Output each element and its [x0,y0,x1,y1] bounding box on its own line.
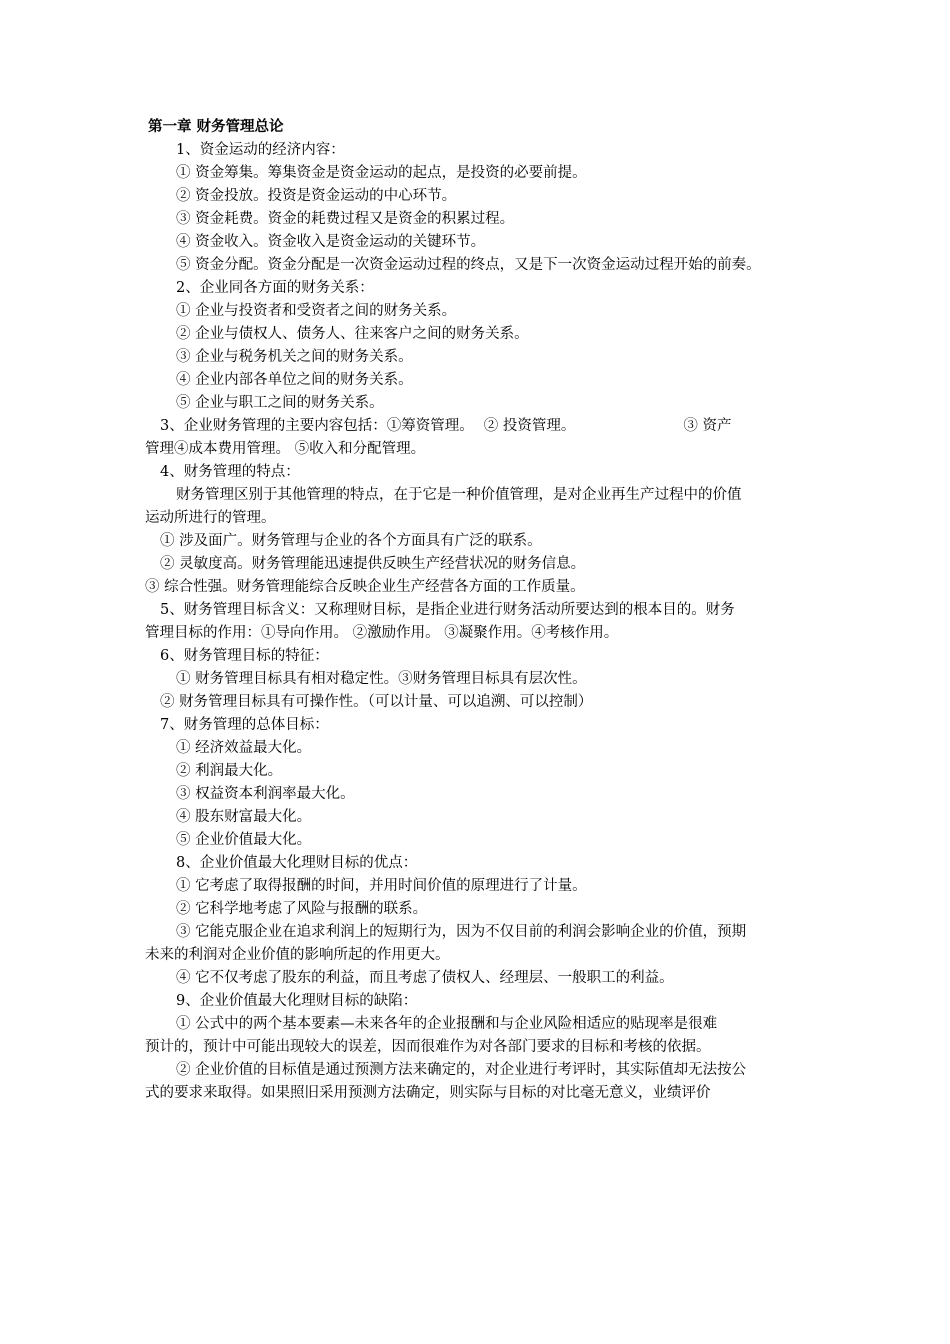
text-line: ② 利润最大化。 [176,763,283,779]
section-1-heading: 1、资金运动的经济内容： [176,142,345,158]
text-line: ③ 企业与税务机关之间的财务关系。 [176,349,413,365]
text-line: 预计的，预计中可能出现较大的误差，因而很难作为对各部门要求的目标和考核的依据。 [145,1039,711,1055]
section-3-part-c: ③ 资产 [683,418,732,434]
text-line: 管理目标的作用：①导向作用。 ②激励作用。 ③凝聚作用。④考核作用。 [145,625,619,641]
text-line: ③ 它能克服企业在追求利润上的短期行为，因为不仅目前的利润会影响企业的价值，预期 [176,924,747,940]
section-3-part-a: 3、企业财务管理的主要内容包括：①筹资管理。 [160,418,474,434]
text-line: ① 它考虑了取得报酬的时间，并用时间价值的原理进行了计量。 [176,878,587,894]
text-line: ③ 资金耗费。资金的耗费过程又是资金的积累过程。 [176,211,515,227]
section-2-heading: 2、企业同各方面的财务关系： [176,280,374,296]
text-line: ⑤ 企业与职工之间的财务关系。 [176,395,384,411]
text-line: ② 财务管理目标具有可操作性。（可以计量、可以追溯、可以控制） [160,694,593,710]
text-line: ⑤ 企业价值最大化。 [176,832,312,848]
text-line: ① 财务管理目标具有相对稳定性。③财务管理目标具有层次性。 [176,671,587,687]
text-line: ② 资金投放。投资是资金运动的中心环节。 [176,188,457,204]
text-line: ① 资金筹集。筹集资金是资金运动的起点，是投资的必要前提。 [176,165,587,181]
text-line: ② 它科学地考虑了风险与报酬的联系。 [176,901,428,917]
section-8-heading: 8、企业价值最大化理财目标的优点： [176,855,418,871]
text-line: 管理④成本费用管理。 ⑤收入和分配管理。 [145,441,426,457]
text-line: ③ 综合性强。财务管理能综合反映企业生产经营各方面的工作质量。 [145,579,585,595]
text-line: ① 企业与投资者和受资者之间的财务关系。 [176,303,457,319]
section-7-heading: 7、财务管理的总体目标： [160,717,329,733]
chapter-title: 第一章 财务管理总论 [148,119,284,135]
text-line: 运动所进行的管理。 [145,510,276,526]
text-line: ③ 权益资本利润率最大化。 [176,786,355,802]
section-9-heading: 9、企业价值最大化理财目标的缺陷： [176,993,418,1009]
text-line: ④ 它不仅考虑了股东的利益，而且考虑了债权人、经理层、一般职工的利益。 [176,970,674,986]
text-line: ② 企业价值的目标值是通过预测方法来确定的，对企业进行考评时，其实际值却无法按公 [176,1062,747,1078]
text-line: 式的要求来取得。如果照旧采用预测方法确定，则实际与目标的对比毫无意义，业绩评价 [145,1085,711,1101]
text-line: ① 经济效益最大化。 [176,740,312,756]
text-line: ② 灵敏度高。财务管理能迅速提供反映生产经营状况的财务信息。 [160,556,586,572]
section-3-part-b: ② 投资管理。 [483,418,576,434]
text-line: ① 涉及面广。财务管理与企业的各个方面具有广泛的联系。 [160,533,542,549]
text-line: ④ 资金收入。资金收入是资金运动的关键环节。 [176,234,486,250]
text-line: 财务管理区别于其他管理的特点，在于它是一种价值管理，是对企业再生产过程中的价值 [176,487,742,503]
text-line: 未来的利润对企业价值的影响所起的作用更大。 [145,947,450,963]
text-line: ① 公式中的两个基本要素—未来各年的企业报酬和与企业风险相适应的贴现率是很难 [176,1016,718,1032]
section-6-heading: 6、财务管理目标的特征： [160,648,329,664]
text-line: ② 企业与债权人、债务人、往来客户之间的财务关系。 [176,326,529,342]
text-line: ④ 企业内部各单位之间的财务关系。 [176,372,413,388]
text-line: ⑤ 资金分配。资金分配是一次资金运动过程的终点，又是下一次资金运动过程开始的前奏。 [176,257,761,273]
section-3-heading [160,415,731,438]
section-4-heading: 4、财务管理的特点： [160,464,300,480]
section-5-heading: 5、财务管理目标含义：又称理财目标，是指企业进行财务活动所要达到的根本目的。财务 [160,602,735,618]
text-line: ④ 股东财富最大化。 [176,809,312,825]
